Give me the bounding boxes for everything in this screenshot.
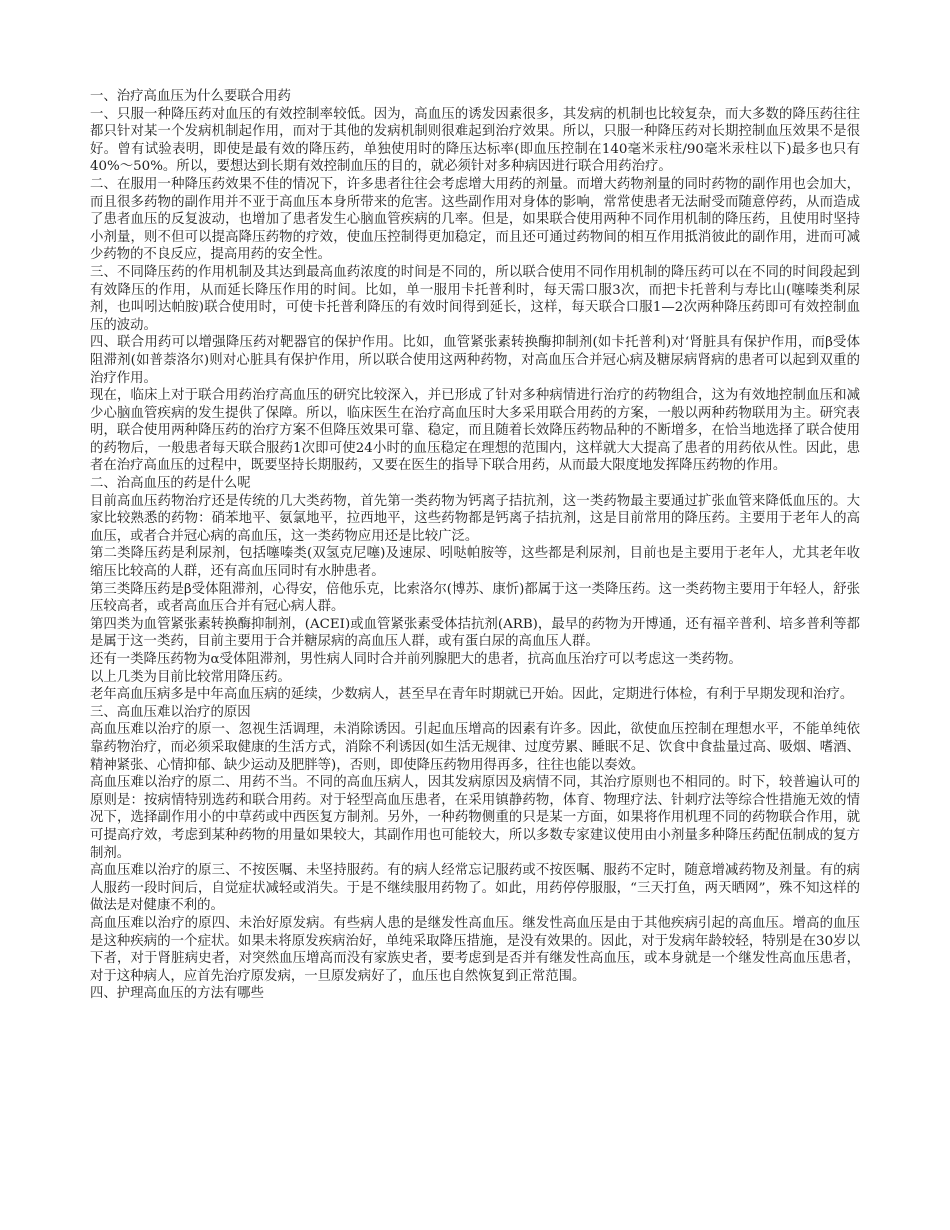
paragraph: 老年高血压病多是中年高血压病的延续，少数病人，甚至早在青年时期就已开始。因此，定期进行体检，有利于早期发现和治疗。 <box>90 687 854 703</box>
paragraph: 第二类降压药是利尿剂，包括噻嗪类(双氢克尼噻)及速尿、吲哒帕胺等，这些都是利尿剂，目前也是主要用于老年人，尤其老年收缩压比较高的人群，还有高血压同时有水肿患者。 <box>90 546 860 580</box>
paragraph: 现在，临床上对于联合用药治疗高血压的研究比较深入，并已形成了针对多种病情进行治疗的药物组合，这为有效地控制血压和减少心脑血管疾病的发生提供了保障。所以，临床医生在治疗高血压时大多采用联合用药的方案，一般以两种药物联用为主。研究表明，联合使用两种降压药的治疗方案不但降压效果可靠、稳定，而且随着长效降压药物品种的不断增多，在恰当地选择了联合使用的药物后，一般患者每天联合服药1次即可使24小时的血压稳定在理想的范围内，这样就大大提高了患者的用药依从性。因此，患者在治疗高血压的过程中，既要坚持长期服药，又要在医生的指导下联合用药，从而最大限度地发挥降压药物的作用。 <box>90 388 860 474</box>
document-body <box>90 88 860 1003</box>
paragraph: 四、联合用药可以增强降压药对靶器官的保护作用。比如，血管紧张素转换酶抑制剂(如卡托普利)对‘肾脏具有保护作用，而β受体阻滞剂(如普萘洛尔)则对心脏具有保护作用，所以联合使用这两种药物，对高血压合并冠心病及糖尿病肾病的患者可以起到双重的治疗作用。 <box>90 335 860 386</box>
paragraph: 以上几类为目前比较常用降压药。 <box>90 669 291 685</box>
section-heading-2: 二、治高血压的药是什么呢 <box>90 476 251 492</box>
paragraph: 还有一类降压药物为α受体阻滞剂，男性病人同时合并前列腺肥大的患者，抗高血压治疗可以考虑这一类药物。 <box>90 652 742 667</box>
paragraph: 第三类降压药是β受体阻滞剂，心得安，倍他乐克，比索洛尔(博苏、康忻)都属于这一类降压药。这一类药物主要用于年轻人，舒张压较高者，或者高血压合并有冠心病人群。 <box>90 581 860 615</box>
paragraph: 三、不同降压药的作用机制及其达到最高血药浓度的时间是不同的，所以联合使用不同作用机制的降压药可以在不同的时间段起到有效降压的作用，从而延长降压作用的时间。比如，单一服用卡托普利时，每天需口服3次，而把卡托普利与寿比山(噻嗪类利尿剂，也叫吲达帕胺)联合使用时，可使卡托普利降压的有效时间得到延长，这样，每天联合口服1—2次两种降压药即可有效控制血压的波动。 <box>90 264 860 333</box>
paragraph: 第四类为血管紧张素转换酶抑制剂，(ACEI)或血管紧张素受体拮抗剂(ARB)，最早的药物为开博通，还有福辛普利、培多普利等都是属于这一类药，目前主要用于合并糖尿病的高血压人群，或有蛋白尿的高血压人群。 <box>90 616 860 650</box>
paragraph: 高血压难以治疗的原四、未治好原发病。有些病人患的是继发性高血压。继发性高血压是由于其他疾病引起的高血压。增高的血压是这种疾病的一个症状。如果未将原发疾病治好，单纯采取降压措施，是没有效果的。因此，对于发病年龄较轻，特别是在30岁以下者，对于肾脏病史者，对突然血压增高而没有家族史者，要考虑到是否并有继发性高血压，或本身就是一个继发性高血压患者，对于这种病人，应首先治疗原发病，一旦原发病好了，血压也自然恢复到正常范围。 <box>90 915 860 984</box>
section-heading-1: 一、治疗高血压为什么要联合用药 <box>90 89 291 104</box>
paragraph: 高血压难以治疗的原二、用药不当。不同的高血压病人，因其发病原因及病情不同，其治疗原则也不相同的。时下，较普遍认可的原则是：按病情特别选药和联合用药。对于轻型高血压患者，在采用镇静药物，体育、物理疗法、针刺疗法等综合性措施无效的情况下，选择副作用小的中草药或中西医复方制剂。另外，一种药物侧重的只是某一方面，如果将作用机理不同的药物联合作用，就可提高疗效，考虑到某种药物的用量如果较大，其副作用也可能较大，所以多数专家建议使用由小剂量多种降压药配伍制成的复方制剂。 <box>90 775 860 861</box>
paragraph: 高血压难以治疗的原三、不按医嘱、未坚持服药。有的病人经常忘记服药或不按医嘱、服药不定时，随意增减药物及剂量。有的病人服药一段时间后，自觉症状减轻或消失。于是不继续服用药物了。如此，用药停停服服，“三天打鱼，两天晒网”，殊不知这样的做法是对健康不利的。 <box>90 863 860 914</box>
section-heading-3: 三、高血压难以治疗的原因 <box>90 704 251 720</box>
section-heading-4: 四、护理高血压的方法有哪些 <box>90 986 265 1002</box>
paragraph: 目前高血压药物治疗还是传统的几大类药物，首先第一类药物为钙离子拮抗剂，这一类药物最主要通过扩张血管来降低血压的。大家比较熟悉的药物：硝苯地平、氨氯地平，拉西地平，这些药物都是钙离子拮抗剂，这是目前常用的降压药。主要用于老年人的高血压，或者合并冠心病的高血压，这一类药物应用还是比较广泛。 <box>90 493 860 544</box>
paragraph: 高血压难以治疗的原一、忽视生活调理，未消除诱因。引起血压增高的因素有许多。因此，欲使血压控制在理想水平，不能单纯依靠药物治疗，而必须采取健康的生活方式，消除不利诱因(如生活无规律、过度劳累、睡眠不足、饮食中食盐量过高、吸烟、嗜酒、精神紧张、心情抑郁、缺少运动及肥胖等)，否则，即使降压药物用得再多，往往也能以奏效。 <box>90 722 860 773</box>
paragraph: 一、只服一种降压药对血压的有效控制率较低。因为，高血压的诱发因素很多，其发病的机制也比较复杂，而大多数的降压药往往都只针对某一个发病机制起作用，而对于其他的发病机制则很难起到治疗效果。所以，只服一种降压药对长期控制血压效果不是很好。曾有试验表明，即使是最有效的降压药，单独使用时的降压达标率(即血压控制在140毫米汞柱/90毫米汞柱以下)最多也只有40%～50%。所以，要想达到长期有效控制血压的目的，就必须针对多种病因进行联合用药治疗。 <box>90 106 860 175</box>
paragraph: 二、在服用一种降压药效果不佳的情况下，许多患者往往会考虑增大用药的剂量。而增大药物剂量的同时药物的副作用也会加大，而且很多药物的副作用并不亚于高血压本身所带来的危害。这些副作用对身体的影响，常常使患者无法耐受而随意停药，从而造成了患者血压的反复波动，也增加了患者发生心脑血管疾病的几率。但是，如果联合使用两种不同作用机制的降压药，且使用时坚持小剂量，则不但可以提高降压药物的疗效，使血压控制得更加稳定，而且还可通过药物间的相互作用抵消彼此的副作用，进而可减少药物的不良反应，提高用药的安全性。 <box>90 176 860 263</box>
